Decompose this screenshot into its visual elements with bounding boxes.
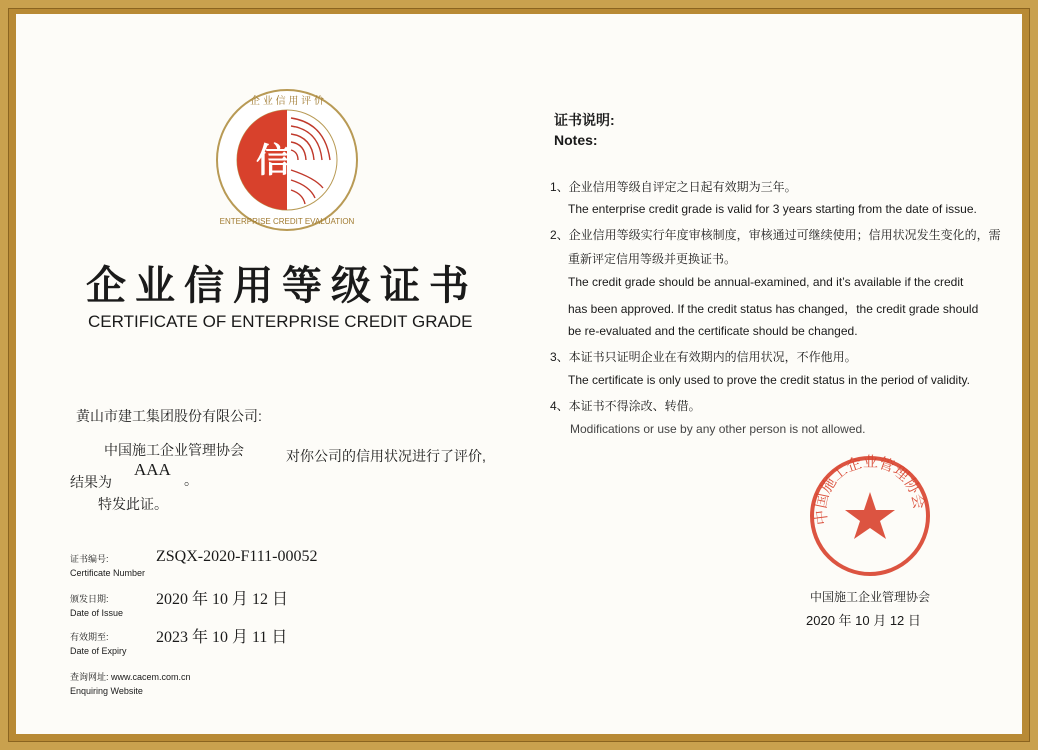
note-line: The certificate is only used to prove the credit status in the period of validity. [568,373,970,387]
evaluation-text: 对你公司的信用状况进行了评价, [286,448,486,464]
issue-date: 2020 年 10 月 12 日 [156,591,289,608]
official-seal [808,454,932,583]
seal-date: 2020 年 10 月 12 日 [806,613,921,628]
svg-text:ENTERPRISE CREDIT EVALUATION: ENTERPRISE CREDIT EVALUATION [219,217,355,226]
svg-text:信: 信 [256,141,290,181]
credit-grade: AAA [134,460,171,479]
note-line: 2、企业信用等级实行年度审核制度，审核通过可继续使用；信用状况发生变化的，需 [550,228,1001,242]
certificate-number: ZSQX-2020-F111-00052 [156,548,318,565]
certificate-paper [16,14,1022,734]
certificate-number-label: 证书编号: Certificate Number [70,554,146,578]
notes-title-cn: 证书说明: [554,112,615,128]
website-label: 查询网址: www.cacem.com.cn Enquiring Website [70,672,191,696]
issue-date-label: 颁发日期: Date of Issue [70,594,124,618]
note-line: has been approved. If the credit status has changed，the credit grade should [568,302,979,316]
note-line: The credit grade should be annual-examined, and it’s available if the credit [568,275,964,289]
note-line: 1、企业信用等级自评定之日起有效期为三年。 [550,180,797,194]
recipient: 黄山市建工集团股份有限公司: [76,408,262,424]
evaluator: 中国施工企业管理协会 [104,442,244,458]
note-line: 4、本证书不得涂改、转借。 [550,399,701,413]
certificate-title-cn: 企业信用等级证书 [86,263,478,309]
note-line: Modifications or use by any other person is not allowed. [570,422,866,436]
closing-text: 特发此证。 [98,496,168,512]
expiry-date: 2023 年 10 月 11 日 [156,629,288,646]
note-line: 重新评定信用等级并更换证书。 [568,252,737,266]
expiry-date-label: 有效期至: Date of Expiry [70,632,127,656]
note-line: 3、本证书只证明企业在有效期内的信用状况，不作他用。 [550,350,857,364]
grade-period: 。 [184,472,198,488]
certificate-title-en: CERTIFICATE OF ENTERPRISE CREDIT GRADE [88,312,473,331]
svg-text:中国施工企业管理协会: 中国施工企业管理协会 [812,454,928,526]
notes-title-en: Notes: [554,132,598,148]
result-label: 结果为 [70,474,112,490]
seal-issuer: 中国施工企业管理协会 [810,590,931,604]
svg-text:企 业 信 用 评 价: 企 业 信 用 评 价 [250,96,324,107]
note-line: The enterprise credit grade is valid for 3 years starting from the date of issue. [568,202,977,216]
credit-evaluation-logo [215,88,359,237]
notes-section [554,110,615,150]
note-line: be re-evaluated and the certificate should be changed. [568,324,858,338]
